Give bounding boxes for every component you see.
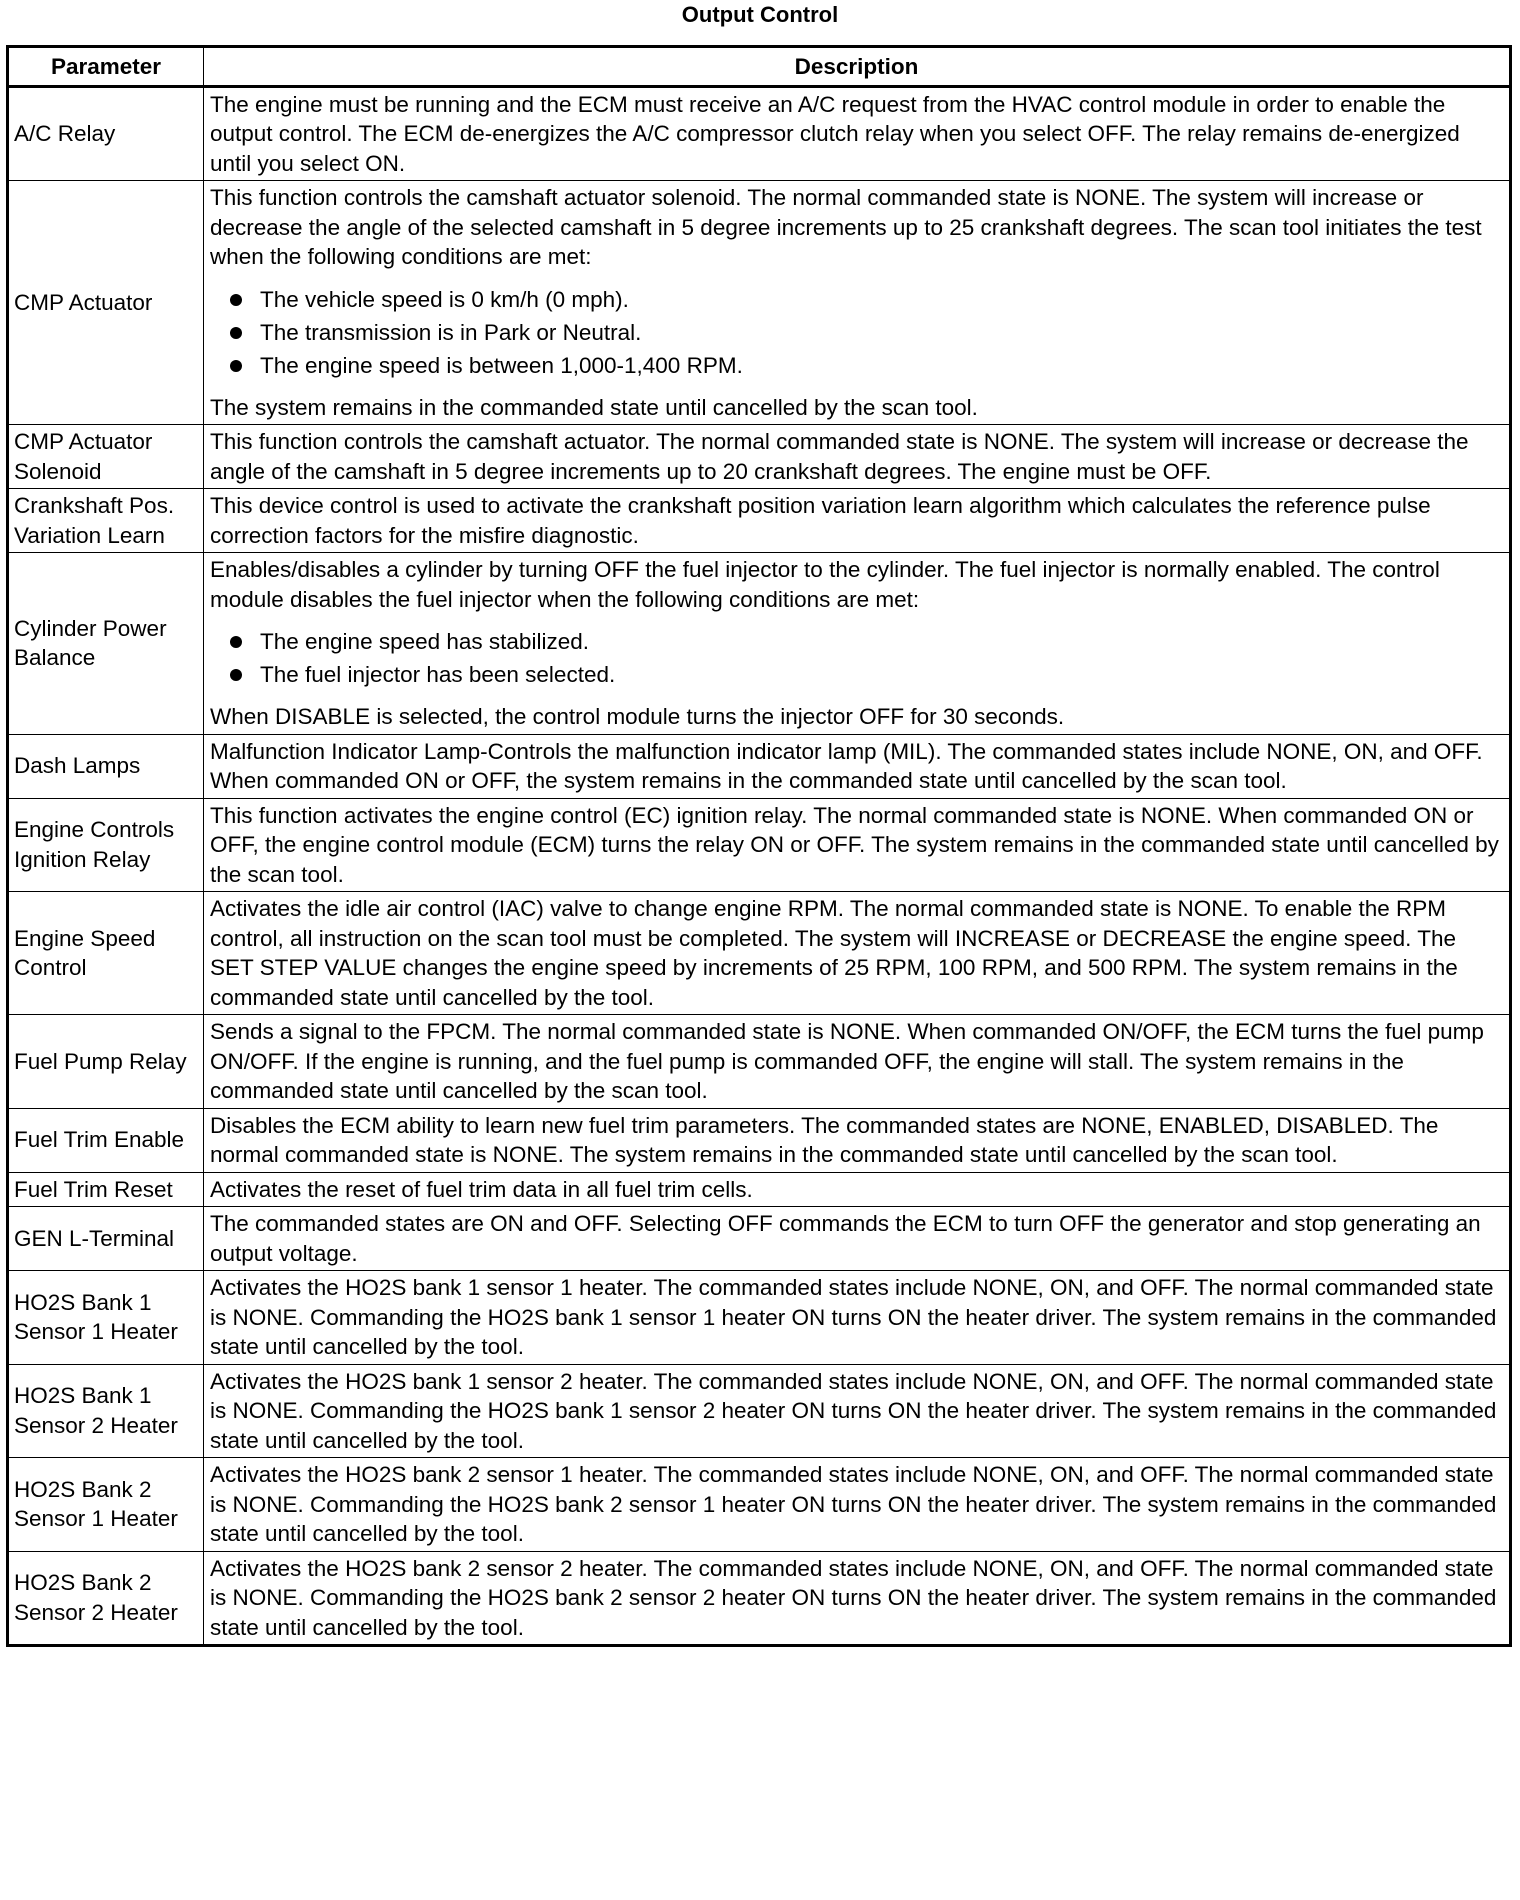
condition-item xyxy=(210,627,1503,656)
table-row xyxy=(8,1458,1511,1552)
description-cell xyxy=(204,425,1511,489)
parameter-cell: CMP Actuator Solenoid xyxy=(8,425,204,489)
parameter-cell: Fuel Trim Enable xyxy=(8,1108,204,1172)
bullet-icon xyxy=(230,327,242,339)
table-row xyxy=(8,553,1511,735)
condition-text: The engine speed has stabilized. xyxy=(260,629,589,654)
description-cell xyxy=(204,1172,1511,1207)
description-cell xyxy=(204,553,1511,735)
description-text: This function controls the camshaft actuator solenoid. The normal commanded state is NONE. The system will increase or decrease the angle of the selected camshaft in 5 degree increments up to 25 crankshaft degrees. The scan tool initiates the test when the following conditions are met: xyxy=(210,185,1482,269)
description-text: Activates the HO2S bank 1 sensor 2 heater. The commanded states include NONE, ON, and OFF. The normal commanded state is NONE. Commanding the HO2S bank 1 sensor 2 heater ON turns ON the heater driver. The system remains in the commanded state until cancelled by the tool. xyxy=(210,1368,1497,1453)
table-row xyxy=(8,425,1511,489)
description-text: Activates the reset of fuel trim data in all fuel trim cells. xyxy=(210,1176,753,1202)
description-text: Enables/disables a cylinder by turning OFF the fuel injector to the cylinder. The fuel injector is normally enabled. The control module disables the fuel injector when the following conditions are met: xyxy=(210,557,1440,612)
description-cell xyxy=(204,1015,1511,1109)
parameter-cell: Dash Lamps xyxy=(8,734,204,798)
condition-text: The vehicle speed is 0 km/h (0 mph). xyxy=(260,286,629,312)
parameter-cell: A/C Relay xyxy=(8,86,204,181)
bullet-icon xyxy=(230,360,242,372)
header-row xyxy=(8,47,1511,87)
table-row xyxy=(8,489,1511,553)
table-row xyxy=(8,892,1511,1015)
table-body xyxy=(8,86,1511,1646)
condition-item xyxy=(210,318,1503,347)
parameter-cell: Engine Speed Control xyxy=(8,892,204,1015)
description-cell xyxy=(204,1551,1511,1646)
table-row xyxy=(8,1172,1511,1207)
output-control-table xyxy=(6,45,1512,1647)
description-cell xyxy=(204,1271,1511,1365)
parameter-cell: Fuel Trim Reset xyxy=(8,1172,204,1207)
parameter-cell: Engine Controls Ignition Relay xyxy=(8,798,204,892)
parameter-cell: HO2S Bank 1 Sensor 2 Heater xyxy=(8,1364,204,1458)
description-text: Activates the idle air control (IAC) valve to change engine RPM. The normal commanded state is NONE. To enable the RPM control, all instruction on the scan tool must be completed. The system will INCREASE or DECREASE the engine speed. The SET STEP VALUE changes the engine speed by increments of 25 RPM, 100 RPM, and 500 RPM. The system remains in the commanded state until cancelled by the tool. xyxy=(210,896,1458,1010)
description-cell xyxy=(204,489,1511,553)
table-row xyxy=(8,1271,1511,1365)
description-note: The system remains in the commanded state until cancelled by the scan tool. xyxy=(210,394,978,420)
description-cell xyxy=(204,86,1511,181)
description-cell xyxy=(204,734,1511,798)
table-row xyxy=(8,1551,1511,1646)
description-text: Activates the HO2S bank 2 sensor 1 heater. The commanded states include NONE, ON, and OFF. The normal commanded state is NONE. Commanding the HO2S bank 2 sensor 1 heater ON turns ON the heater driver. The system remains in the commanded state until cancelled by the tool. xyxy=(210,1462,1497,1546)
parameter-cell: GEN L-Terminal xyxy=(8,1207,204,1271)
parameter-cell: Crankshaft Pos. Variation Learn xyxy=(8,489,204,553)
description-cell xyxy=(204,1108,1511,1172)
table-row xyxy=(8,181,1511,425)
parameter-cell: HO2S Bank 2 Sensor 1 Heater xyxy=(8,1458,204,1552)
description-note: When DISABLE is selected, the control module turns the injector OFF for 30 seconds. xyxy=(210,704,1065,729)
table-row xyxy=(8,1207,1511,1271)
table-row xyxy=(8,1108,1511,1172)
condition-list xyxy=(210,285,1503,380)
bullet-icon xyxy=(230,636,242,648)
description-cell xyxy=(204,892,1511,1015)
description-cell xyxy=(204,798,1511,892)
description-cell xyxy=(204,1207,1511,1271)
condition-text: The engine speed is between 1,000-1,400 RPM. xyxy=(260,352,743,378)
description-text: Malfunction Indicator Lamp-Controls the malfunction indicator lamp (MIL). The commanded states include NONE, ON, and OFF. When commanded ON or OFF, the system remains in the commanded state until cancelled by the scan tool. xyxy=(210,738,1483,793)
table-title: Output Control xyxy=(681,2,839,27)
description-text: This device control is used to activate the crankshaft position variation learn algorithm which calculates the reference pulse correction factors for the misfire diagnostic. xyxy=(210,493,1431,548)
description-text: Activates the HO2S bank 1 sensor 1 heater. The commanded states include NONE, ON, and OFF. The normal commanded state is NONE. Commanding the HO2S bank 1 sensor 1 heater ON turns ON the heater driver. The system remains in the commanded state until cancelled by the tool. xyxy=(210,1275,1497,1359)
description-text: Sends a signal to the FPCM. The normal commanded state is NONE. When commanded ON/OFF, the ECM turns the fuel pump ON/OFF. If the engine is running, and the fuel pump is commanded OFF, the engine will stall. The system remains in the commanded state until cancelled by the scan tool. xyxy=(210,1019,1484,1103)
description-text: This function activates the engine control (EC) ignition relay. The normal commanded state is NONE. When commanded ON or OFF, the engine control module (ECM) turns the relay ON or OFF. The system remains in the commanded state until cancelled by the scan tool. xyxy=(210,802,1499,887)
description-text: The engine must be running and the ECM must receive an A/C request from the HVAC control module in order to enable the output control. The ECM de-energizes the A/C compressor clutch relay when you select OFF. The relay remains de-energized until you select ON. xyxy=(210,91,1460,176)
condition-list xyxy=(210,627,1503,689)
condition-text: The transmission is in Park or Neutral. xyxy=(260,319,642,345)
table-row xyxy=(8,1015,1511,1109)
parameter-cell: HO2S Bank 1 Sensor 1 Heater xyxy=(8,1271,204,1365)
parameter-cell: CMP Actuator xyxy=(8,181,204,425)
bullet-icon xyxy=(230,294,242,306)
condition-text: The fuel injector has been selected. xyxy=(260,662,616,687)
description-text: Disables the ECM ability to learn new fuel trim parameters. The commanded states are NONE, ENABLED, DISABLED. The normal commanded state is NONE. The system remains in the commanded state until cancelled by the scan tool. xyxy=(210,1112,1439,1167)
header-parameter: Parameter xyxy=(8,47,204,87)
header-description: Description xyxy=(204,47,1511,87)
description-text: Activates the HO2S bank 2 sensor 2 heater. The commanded states include NONE, ON, and OFF. The normal commanded state is NONE. Commanding the HO2S bank 2 sensor 2 heater ON turns ON the heater driver. The system remains in the commanded state until cancelled by the tool. xyxy=(210,1555,1497,1640)
condition-item xyxy=(210,660,1503,689)
parameter-cell: Fuel Pump Relay xyxy=(8,1015,204,1109)
table-row xyxy=(8,1364,1511,1458)
table-row xyxy=(8,798,1511,892)
description-cell xyxy=(204,1458,1511,1552)
bullet-icon xyxy=(230,669,242,681)
table-row xyxy=(8,86,1511,181)
parameter-cell: Cylinder Power Balance xyxy=(8,553,204,735)
parameter-cell: HO2S Bank 2 Sensor 2 Heater xyxy=(8,1551,204,1646)
table-row xyxy=(8,734,1511,798)
description-text: This function controls the camshaft actuator. The normal commanded state is NONE. The system will increase or decrease the angle of the camshaft in 5 degree increments up to 20 crankshaft degrees. The engine must be OFF. xyxy=(210,429,1469,484)
description-text: The commanded states are ON and OFF. Selecting OFF commands the ECM to turn OFF the generator and stop generating an output voltage. xyxy=(210,1211,1481,1266)
condition-item xyxy=(210,285,1503,314)
description-cell xyxy=(204,1364,1511,1458)
description-cell xyxy=(204,181,1511,425)
condition-item xyxy=(210,351,1503,380)
